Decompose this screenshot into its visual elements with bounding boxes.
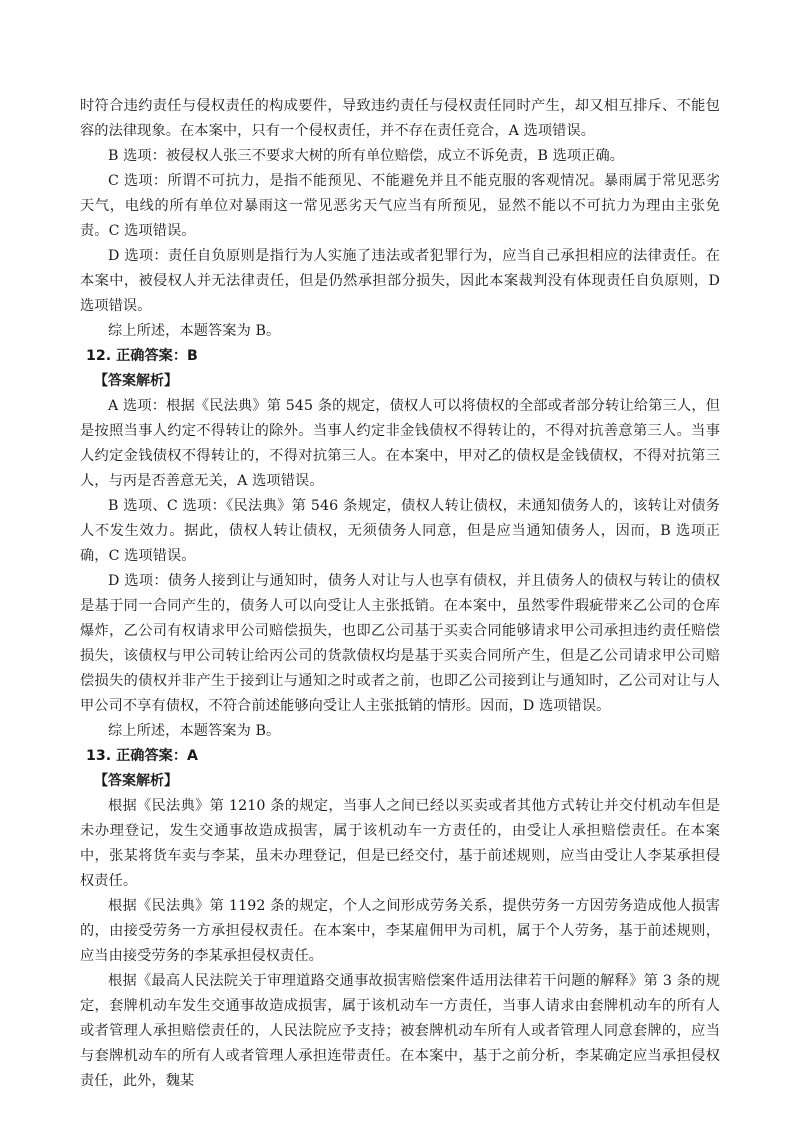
question-12-section	[80, 344, 720, 744]
answer-analysis-label: 【答案解析】	[94, 773, 178, 789]
continuation-block	[80, 94, 720, 344]
q13-paragraph-3: 根据《最高人民法院关于审理道路交通事故损害赔偿案件适用法律若干问题的解释》第 3 条的规定，套牌机动车发生交通事故造成损害，属于该机动车一方责任，当事人请求由套牌机动车的所有人或者管理人承担赔偿责任的，人民法院应予支持；被套牌机动车所有人或者管理人同意套牌的，应当与套牌机动车的所有人或者管理人承担连带责任。在本案中，基于之前分析，李某确定应当承担侵权责任，此外，魏某	[80, 973, 720, 1089]
q13-paragraph-1: 根据《民法典》第 1210 条的规定，当事人之间已经以买卖或者其他方式转让并交付机动车但是未办理登记，发生交通事故造成损害，属于该机动车一方责任的，由受让人承担赔偿责任。在本案中，张某将货车卖与李某，虽未办理登记，但是已经交付，基于前述规则，应当由受让人李某承担侵权责任。	[80, 798, 720, 889]
q12-option-d-paragraph: D 选项：债务人接到让与通知时，债务人对让与人也享有债权，并且债务人的债权与转让的债权是基于同一合同产生的，债务人可以向受让人主张抵销。在本案中，虽然零件瑕疵带来乙公司的仓库爆炸，乙公司有权请求甲公司赔偿损失，也即乙公司基于买卖合同能够请求甲公司承担违约责任赔偿损失，该债权与甲公司转让给丙公司的货款债权均是基于买卖合同所产生，但是乙公司请求甲公司赔偿损失的债权并非产生于接到让与通知之时或者之前，也即乙公司接到让与通知时，乙公司对让与人甲公司不享有债权，不符合前述能够向受让人主张抵销的情形。因而，D 选项错误。	[80, 573, 720, 714]
question-12-heading: 12. 正确答案：B	[86, 348, 198, 364]
q13-paragraph-2: 根据《民法典》第 1192 条的规定，个人之间形成劳务关系，提供劳务一方因劳务造成他人损害的，由接受劳务一方承担侵权责任。在本案中，李某雇佣甲为司机，属于个人劳务，基于前述规则，应当由接受劳务的李某承担侵权责任。	[80, 898, 720, 964]
q12-option-a-paragraph: A 选项：根据《民法典》第 545 条的规定，债权人可以将债权的全部或者部分转让给第三人，但是按照当事人约定不得转让的除外。当事人约定非金钱债权不得转让的，不得对抗善意第三人。当事人约定金钱债权不得转让的，不得对抗第三人。在本案中，甲对乙的债权是金钱债权，不得对抗第三人，与丙是否善意无关，A 选项错误。	[80, 398, 720, 489]
option-c-paragraph: C 选项：所谓不可抗力，是指不能预见、不能避免并且不能克服的客观情况。暴雨属于常见恶劣天气，电线的所有单位对暴雨这一常见恶劣天气应当有所预见，显然不能以不可抗力为理由主张免责。C 选项错误。	[80, 173, 720, 239]
continuation-paragraph: 时符合违约责任与侵权责任的构成要件，导致违约责任与侵权责任同时产生，却又相互排斥、不能包容的法律现象。在本案中，只有一个侵权责任，并不存在责任竞合，A 选项错误。	[80, 98, 720, 139]
q12-summary-paragraph: 综上所述，本题答案为 B。	[108, 723, 281, 739]
question-13-section	[80, 744, 720, 1094]
question-13-heading: 13. 正确答案：A	[86, 748, 198, 764]
document-page	[80, 94, 720, 1094]
option-d-paragraph: D 选项：责任自负原则是指行为人实施了违法或者犯罪行为，应当自己承担相应的法律责任。在本案中，被侵权人并无法律责任，但是仍然承担部分损失，因此本案裁判没有体现责任自负原则，D 选项错误。	[80, 248, 720, 314]
q12-option-bc-paragraph: B 选项、C 选项：《民法典》第 546 条规定，债权人转让债权，未通知债务人的，该转让对债务人不发生效力。据此，债权人转让债权，无须债务人同意，但是应当通知债务人，因而，B 选项正确，C 选项错误。	[80, 498, 720, 564]
summary-paragraph: 综上所述，本题答案为 B。	[108, 323, 281, 339]
answer-analysis-label: 【答案解析】	[94, 373, 178, 389]
option-b-paragraph: B 选项：被侵权人张三不要求大树的所有单位赔偿，成立不诉免责，B 选项正确。	[108, 148, 625, 164]
